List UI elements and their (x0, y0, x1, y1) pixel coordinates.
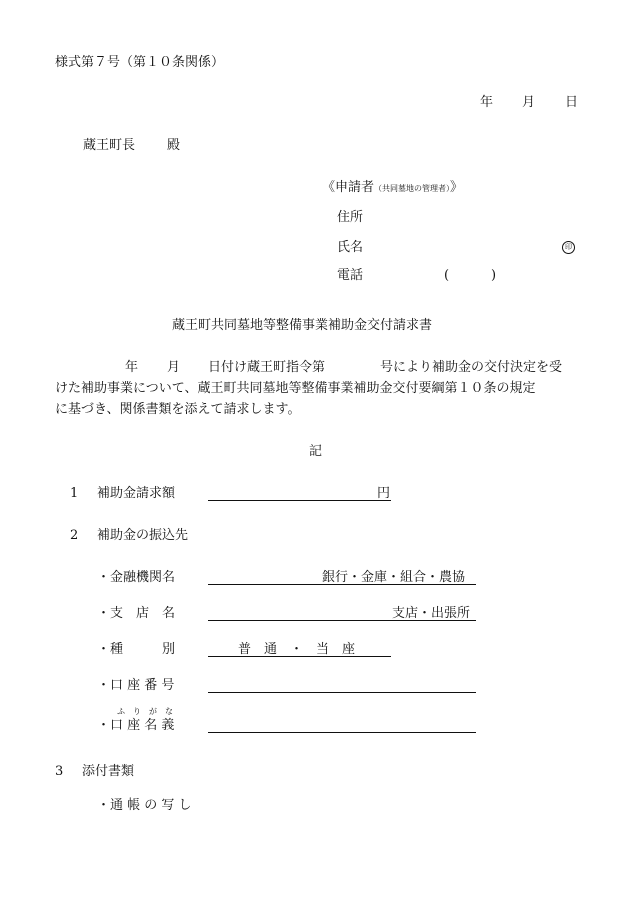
open-bracket: 《 (322, 180, 336, 195)
phone-label: 電話 (337, 268, 364, 283)
applicant-label: 申請者 (335, 180, 375, 195)
item3-number: 3 (55, 764, 64, 779)
account-name-line[interactable] (208, 732, 476, 733)
body-line-3: に基づき、関係書類を添えて請求します。 (55, 402, 301, 417)
account-number-label: ・口 座 番 号 (97, 678, 175, 693)
document-title: 蔵王町共同墓地等整備事業補助金交付請求書 (172, 318, 433, 333)
seal-mark: 印 (562, 241, 575, 254)
account-name-ruby: ふ り が な (117, 707, 173, 716)
address-label: 住所 (337, 210, 364, 225)
bank-suffix: 銀行・金庫・組合・農協 (322, 570, 466, 585)
account-number-line[interactable] (208, 692, 476, 693)
branch-suffix: 支店・出張所 (392, 606, 471, 621)
date-year: 年 (480, 95, 494, 110)
type-label: ・種 別 (97, 642, 176, 657)
ki-heading: 記 (309, 444, 323, 459)
addressee-title: 蔵王町長 (83, 138, 136, 153)
branch-label: ・支 店 名 (97, 606, 176, 621)
applicant-note: （共同墓地の管理者） (374, 184, 451, 193)
body-year: 年 (125, 360, 139, 375)
phone-paren-open: ( (444, 268, 450, 283)
item2-label: 補助金の振込先 (97, 528, 189, 543)
account-name-label: ・口 座 名 義 (97, 718, 175, 733)
attachment-bankbook-copy: ・通 帳 の 写 し (97, 798, 192, 813)
bank-label: ・金融機関名 (97, 570, 176, 585)
body-month: 月 (167, 360, 181, 375)
item1-label: 補助金請求額 (97, 486, 176, 501)
name-label: 氏名 (337, 240, 364, 255)
type-options[interactable]: 普 通 ・ 当 座 (238, 642, 356, 657)
form-number: 様式第７号（第１０条関係） (55, 55, 225, 70)
item1-number: 1 (70, 486, 79, 501)
item1-amount-line[interactable] (208, 500, 391, 501)
body-segment-2: 号により補助金の交付決定を受 (380, 360, 563, 375)
body-line-2: けた補助事業について、蔵王町共同墓地等整備事業補助金交付要綱第１０条の規定 (55, 381, 536, 396)
item1-unit: 円 (377, 486, 391, 501)
phone-paren-close: ) (491, 268, 497, 283)
item2-number: 2 (70, 528, 79, 543)
close-bracket: 》 (450, 180, 464, 195)
item3-label: 添付書類 (82, 764, 135, 779)
date-day: 日 (565, 95, 579, 110)
body-segment-1: 日付け蔵王町指令第 (208, 360, 326, 375)
date-month: 月 (522, 95, 536, 110)
addressee-honorific: 殿 (167, 138, 181, 153)
applicant-heading (322, 180, 463, 197)
